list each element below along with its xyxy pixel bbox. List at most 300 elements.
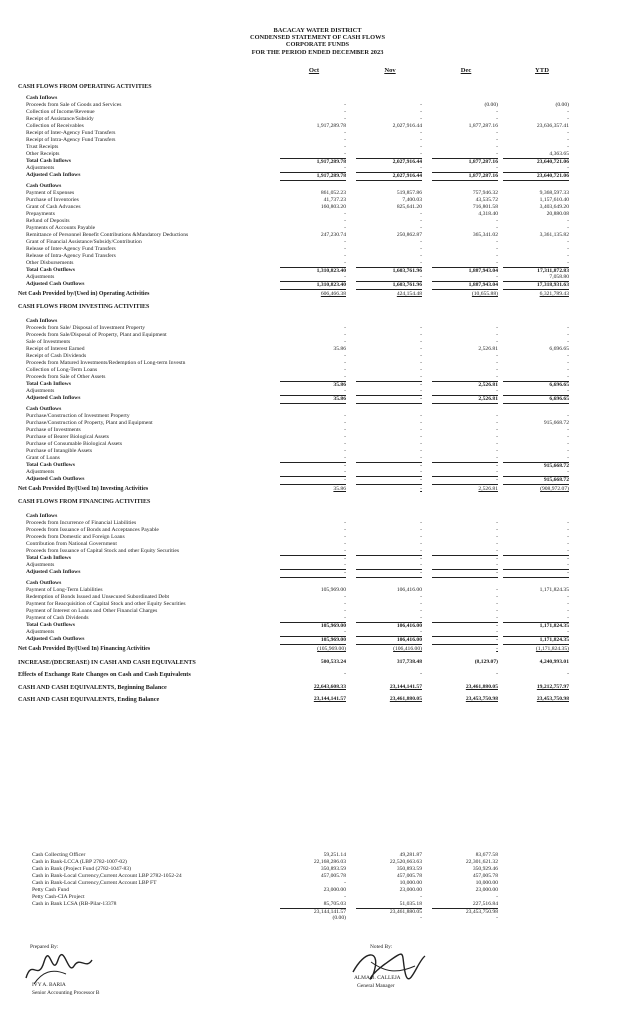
cash-cell-dec: 22,301,621.32 [465,859,498,865]
cell-nov: - [420,238,422,245]
cash-cell-nov: 49,281.87 [399,852,422,858]
cell-oct: - [280,462,346,470]
cell-oct: 35.86 [333,486,346,492]
cash-account-label: Cash in Bank-Local Currency,Current Account LBP FT [32,880,157,886]
cash-account-row [0,908,635,915]
cell-oct: 1,917,289.78 [316,123,346,129]
line-item-row [0,601,635,608]
cell-ytd: - [567,259,569,266]
cash-cell-oct: 59,251.14 [323,852,346,858]
cell-dec: - [496,600,498,607]
line-item-row [0,151,635,158]
cell-ytd: - [567,367,569,373]
cell-ytd: 9,368,597.33 [539,189,569,196]
line-item-row [0,469,635,476]
cell-oct: - [344,273,346,280]
cell-ytd: - [567,468,569,475]
cash-account-row [0,901,635,908]
cell-ytd: 915,668.72 [503,462,569,470]
cell-dec: - [496,144,498,150]
cash-account-row [0,915,635,922]
line-item-row [0,562,635,569]
cell-nov: - [420,360,422,366]
line-item-row [0,274,635,281]
row-label: Proceeds from Sale of Other Assets [26,374,106,380]
cell-dec: (8,129.07) [474,658,498,665]
row-label: Other Disbursements [26,259,74,266]
row-label: Purchase of Consumable Biological Assets [26,440,123,447]
noted-by-label: Noted By: [370,944,393,950]
cell-nov: - [420,165,422,171]
col-header-oct: Oct [308,67,320,74]
cash-account-label: Cash in Bank-Local Currency,Current Account LBP 2782-1052-24 [32,873,182,879]
cell-oct: - [344,412,346,419]
cell-dec: - [496,419,498,426]
group-heading [0,318,635,325]
line-item-row [0,123,635,130]
cell-oct: 160,803.20 [320,203,346,210]
line-item-row [0,218,635,225]
line-item-row [0,388,635,395]
line-item-row [0,608,635,615]
group-heading [0,406,635,413]
cell-nov: (106,416.00) [393,646,422,652]
cell-oct: 41,737.23 [323,196,346,203]
summary-row [0,671,635,678]
cell-dec: - [496,468,498,475]
line-item-row [0,527,635,534]
row-label: Total Cash Inflows [26,555,71,561]
cell-ytd: - [567,534,569,540]
cell-dec: - [432,569,498,578]
cell-dec: 4,318.40 [478,210,498,217]
cell-ytd: (1,171,824.35) [535,646,569,652]
cell-ytd: - [567,548,569,554]
cell-ytd: - [567,245,569,252]
cell-oct: - [344,593,346,600]
line-item-row [0,413,635,420]
row-label: Collection of Receivables [26,123,84,129]
cell-ytd: 1,171,824.35 [503,636,569,645]
col-header-ytd: YTD [535,67,549,74]
cell-oct: 35.86 [333,346,346,352]
cell-nov: - [420,332,422,338]
cell-oct: - [344,332,346,338]
cell-dec: 2,526.81 [478,486,498,492]
cell-nov: - [420,562,422,568]
cell-nov: - [356,395,422,404]
cash-cell-oct: 23,000.00 [323,887,346,893]
cell-oct: 105,969.00 [320,586,346,593]
cell-ytd: - [567,593,569,600]
row-label: Net Cash Provided by/(Used in) Operating Activities [18,291,150,297]
total-row [0,555,635,562]
line-item-row [0,346,635,353]
cell-ytd: - [567,447,569,454]
cell-dec: 23,453,750.98 [465,696,498,702]
cell-oct: - [280,555,346,563]
cell-ytd: 17,318,931.63 [503,281,569,290]
line-item-row [0,360,635,367]
cell-nov: - [420,252,422,259]
cell-nov: - [420,339,422,345]
cell-oct: - [344,527,346,533]
row-label: Collection of Income/Revenue [26,109,95,115]
cash-cell-oct: - [344,894,346,900]
row-label: Adjusted Cash Inflows [26,395,81,401]
row-label: Purchase/Construction of Investment Property [26,412,130,419]
line-item-row [0,420,635,427]
summary-row [0,291,635,298]
cash-account-row [0,894,635,901]
cell-nov: - [420,245,422,252]
cell-dec: 1,877,287.16 [432,172,498,181]
cash-cell-oct: 350,893.59 [320,866,346,872]
cell-oct: - [344,614,346,621]
cell-ytd: - [567,520,569,526]
cell-ytd: 915,668.72 [503,476,569,485]
cash-cell-dec: 227,516.84 [472,901,498,907]
cell-oct: - [344,360,346,366]
line-item-row [0,239,635,246]
summary-row [0,486,635,493]
cell-dec: - [496,593,498,600]
row-label: Proceeds from Matured Investments/Redemption of Long-term Investn [26,360,186,366]
row-label: Net Cash Provided By/(Used In) Investing Activities [18,486,149,492]
cash-account-row [0,866,635,873]
cell-oct: - [344,548,346,554]
line-item-row [0,197,635,204]
cell-dec: - [496,332,498,338]
cell-oct: - [344,325,346,331]
cell-nov: - [420,217,422,224]
cell-nov: - [420,419,422,426]
cell-oct: - [344,607,346,614]
cell-ytd: (908,972.07) [540,486,569,492]
cash-cell-oct: 23,144,141.57 [280,908,346,916]
row-label: Total Cash Inflows [26,381,71,387]
line-item-row [0,455,635,462]
line-item-row [0,325,635,332]
cell-ytd: - [567,217,569,224]
cell-ytd: - [567,426,569,433]
cell-oct: - [344,433,346,440]
cell-nov: - [420,426,422,433]
cell-oct: - [344,109,346,115]
cell-oct: - [344,252,346,259]
cell-ytd: - [567,116,569,122]
cell-oct: - [344,600,346,607]
summary-row [0,684,635,691]
cell-oct: 606,466.38 [320,291,346,297]
cash-cell-nov: 51,035.18 [399,901,422,907]
cell-oct: - [344,238,346,245]
cell-nov: - [420,486,422,492]
line-item-row [0,427,635,434]
cell-dec: - [432,636,498,645]
line-item-row [0,225,635,232]
cell-ytd: - [567,628,569,635]
cell-ytd: - [503,569,569,578]
line-item-row [0,260,635,267]
cell-oct: - [344,447,346,454]
cash-account-label: Cash Collecting Officer [32,852,86,858]
line-item-row [0,253,635,260]
cell-dec: - [496,548,498,554]
cell-oct: - [344,210,346,217]
line-item-row [0,541,635,548]
cell-ytd: - [567,144,569,150]
cell-ytd: - [567,388,569,394]
total-row [0,381,635,388]
row-label: Other Receipts [26,151,60,157]
cell-nov: 7,400.03 [402,196,422,203]
cell-ytd: 3,403,649.20 [539,203,569,210]
line-item-row [0,204,635,211]
cell-oct: - [344,367,346,373]
cell-ytd: - [567,339,569,345]
fund-name: CORPORATE FUNDS [285,41,350,49]
cell-ytd: - [567,360,569,366]
section-heading [0,84,635,91]
row-label: Grant of Financial Assistance/Subsidy/Contribution [26,238,142,245]
cell-nov: - [420,593,422,600]
group-heading [0,580,635,587]
cell-nov: 2,027,916.44 [356,158,422,166]
line-item-row [0,448,635,455]
cell-nov: - [420,130,422,136]
cash-cell-dec: 350,929.46 [472,866,498,872]
cash-account-row [0,873,635,880]
row-label: Receipt of Cash Dividends [26,353,87,359]
cell-ytd: - [567,527,569,533]
cell-ytd: - [503,555,569,563]
cell-dec: - [496,412,498,419]
cash-cell-oct: 22,168,286.03 [313,859,346,865]
cell-nov: - [420,534,422,540]
cell-nov: - [420,412,422,419]
row-label: Adjustments [26,273,55,280]
row-label: Prepayments [26,210,55,217]
row-label: Adjustments [26,468,55,475]
cell-ytd: - [567,238,569,245]
cell-dec: - [496,534,498,540]
cell-nov: 1,603,761.96 [356,281,422,290]
cell-nov: - [420,433,422,440]
report-header [0,27,635,56]
line-item-row [0,130,635,137]
cell-oct: - [344,468,346,475]
cell-ytd: 7,058.80 [549,273,569,280]
cell-ytd: 4,363.65 [549,151,569,157]
row-label: Proceeds from Issuance of Bonds and Acceptances Payable [26,527,159,533]
total-row [0,267,635,274]
cell-nov: - [420,468,422,475]
row-label: Payment for Reacquisition of Capital Stock and other Equity Securities [26,600,186,607]
cell-ytd: - [567,614,569,621]
cell-dec: - [496,388,498,394]
row-label: Cash Outflows [26,182,62,189]
cash-account-row [0,880,635,887]
cell-dec: - [496,151,498,157]
cell-dec: 365,341.02 [472,231,498,238]
cell-dec: - [432,476,498,485]
cash-cell-nov: 22,520,663.63 [389,859,422,865]
cell-nov: 317,738.48 [396,658,422,665]
row-label: Receipt of Assistance/Subsidy [26,116,94,122]
row-label: Proceeds from Sale/ Disposal of Investment Property [26,325,145,331]
cell-oct: - [344,520,346,526]
group-heading [0,95,635,102]
cash-cell-dec: 23,453,750.98 [432,908,498,916]
cell-nov: 250,862.87 [396,231,422,238]
cash-account-label: Cash in Bank LCSA (RB-Pilar-13378 [32,901,117,907]
cell-nov: - [420,454,422,461]
cell-oct: - [344,419,346,426]
row-label: Adjustments [26,628,55,635]
cell-oct: - [344,374,346,380]
line-item-row [0,434,635,441]
cell-oct: 861,052.23 [320,189,346,196]
cell-nov: 1,603,761.96 [356,267,422,275]
row-label: Purchase of Intangible Assets [26,447,93,454]
cell-nov: - [356,569,422,578]
cell-dec: - [496,259,498,266]
row-label: Net Cash Provided By/(Used In) Financing Activities [18,646,151,652]
cell-dec: - [496,374,498,380]
row-label: CASH FLOWS FROM OPERATING ACTIVITIES [18,84,152,90]
cash-cell-nov: 350,893.59 [396,866,422,872]
cell-nov: - [420,353,422,359]
cell-oct: - [344,541,346,547]
line-item-row [0,246,635,253]
cash-account-label: Petty Cash-CIA Project [32,894,85,900]
cell-nov: - [420,600,422,607]
row-label: INCREASE/(DECREASE) IN CASH AND CASH EQUIVALENTS [18,658,196,666]
cell-dec: - [496,245,498,252]
cell-ytd: 6,696.65 [549,346,569,352]
prepared-by-label: Prepared By: [30,944,59,950]
cell-oct: 105,969.00 [280,622,346,630]
cell-nov: - [420,210,422,217]
cell-ytd: 915,668.72 [543,419,569,426]
row-label: Payments of Accounts Payable [26,224,96,231]
cell-nov: - [420,628,422,635]
cash-account-label: Cash in Bank (Project Fund (2782-1047-83) [32,866,131,872]
cell-nov: - [420,102,422,108]
cash-cell-nov: 23,461,880.05 [356,908,422,916]
row-label: Purchase/Construction of Property, Plant and Equipment [26,419,153,426]
cash-account-row [0,887,635,894]
cell-oct: - [280,569,346,578]
line-item-row [0,109,635,116]
row-label: Proceeds from Issuance of Capital Stock and other Equity Securities [26,548,180,554]
cell-ytd: 3,361,135.82 [539,231,569,238]
cell-ytd: - [567,224,569,231]
cell-nov: - [420,259,422,266]
cell-dec: 2,526.81 [478,346,498,352]
cell-dec: - [496,433,498,440]
summary-row [0,696,635,703]
cell-dec: - [496,454,498,461]
line-item-row [0,137,635,144]
line-item-row [0,587,635,594]
cell-dec: (0.00) [484,102,498,108]
cell-dec: - [496,137,498,143]
row-label: Purchase of Investments [26,426,81,433]
cell-nov: - [420,346,422,352]
row-label: Purchase of Bearer Biological Assets [26,433,109,440]
cash-account-label: Petty Cash Fund [32,887,69,893]
line-item-row [0,102,635,109]
cell-dec: - [496,628,498,635]
total-row [0,395,635,402]
cell-oct: - [344,628,346,635]
cell-nov: - [420,440,422,447]
total-row [0,281,635,288]
cell-nov: - [420,607,422,614]
row-label: Cash Outflows [26,579,62,586]
line-item-row [0,353,635,360]
row-label: Grant of Cash Advances [26,203,81,210]
cell-dec: - [496,165,498,171]
cell-nov: - [420,520,422,526]
cell-oct: - [344,426,346,433]
row-label: Remittance of Personnel Benefit Contributions &Mandatory Deductions [26,231,189,238]
cell-dec: 1,877,287.16 [432,158,498,166]
cell-dec: - [432,622,498,630]
total-row [0,569,635,576]
cell-oct: (105,969.00) [317,646,346,652]
cell-oct: - [344,562,346,568]
cell-dec: (10,655.88) [471,291,498,297]
total-row [0,636,635,643]
cell-ytd: 1,171,824.35 [539,586,569,593]
cell-nov: 2,027,916.44 [356,172,422,181]
cell-dec: - [496,353,498,359]
col-header-dec: Dec [460,67,472,74]
cell-oct: 105,969.00 [280,636,346,645]
cell-ytd: - [567,353,569,359]
summary-row [0,646,635,653]
cell-nov: - [420,151,422,157]
cash-account-row [0,859,635,866]
row-label: Payment of Cash Dividends [26,614,89,621]
cell-dec: - [496,109,498,115]
cell-nov: - [356,462,422,470]
row-label: Adjustments [26,562,55,568]
cell-ytd: - [567,454,569,461]
cell-oct: - [344,217,346,224]
cell-ytd: - [567,440,569,447]
line-item-row [0,232,635,239]
cell-oct: - [344,245,346,252]
row-label: Receipt of Intra-Agency Fund Transfers [26,137,116,143]
cell-dec: - [496,586,498,593]
cell-oct: 1,917,289.78 [280,172,346,181]
group-heading [0,513,635,520]
cell-ytd: - [567,412,569,419]
row-label: Refund of Deposits [26,217,70,224]
cell-dec: - [496,541,498,547]
cell-nov: 106,416.00 [356,622,422,630]
line-item-row [0,520,635,527]
row-label: Adjusted Cash Inflows [26,172,81,178]
statement-title: CONDENSED STATEMENT OF CASH FLOWS [249,34,386,42]
cell-dec: - [496,360,498,366]
row-label: Adjusted Cash Outflows [26,475,85,482]
cell-dec: 2,526.81 [432,381,498,389]
